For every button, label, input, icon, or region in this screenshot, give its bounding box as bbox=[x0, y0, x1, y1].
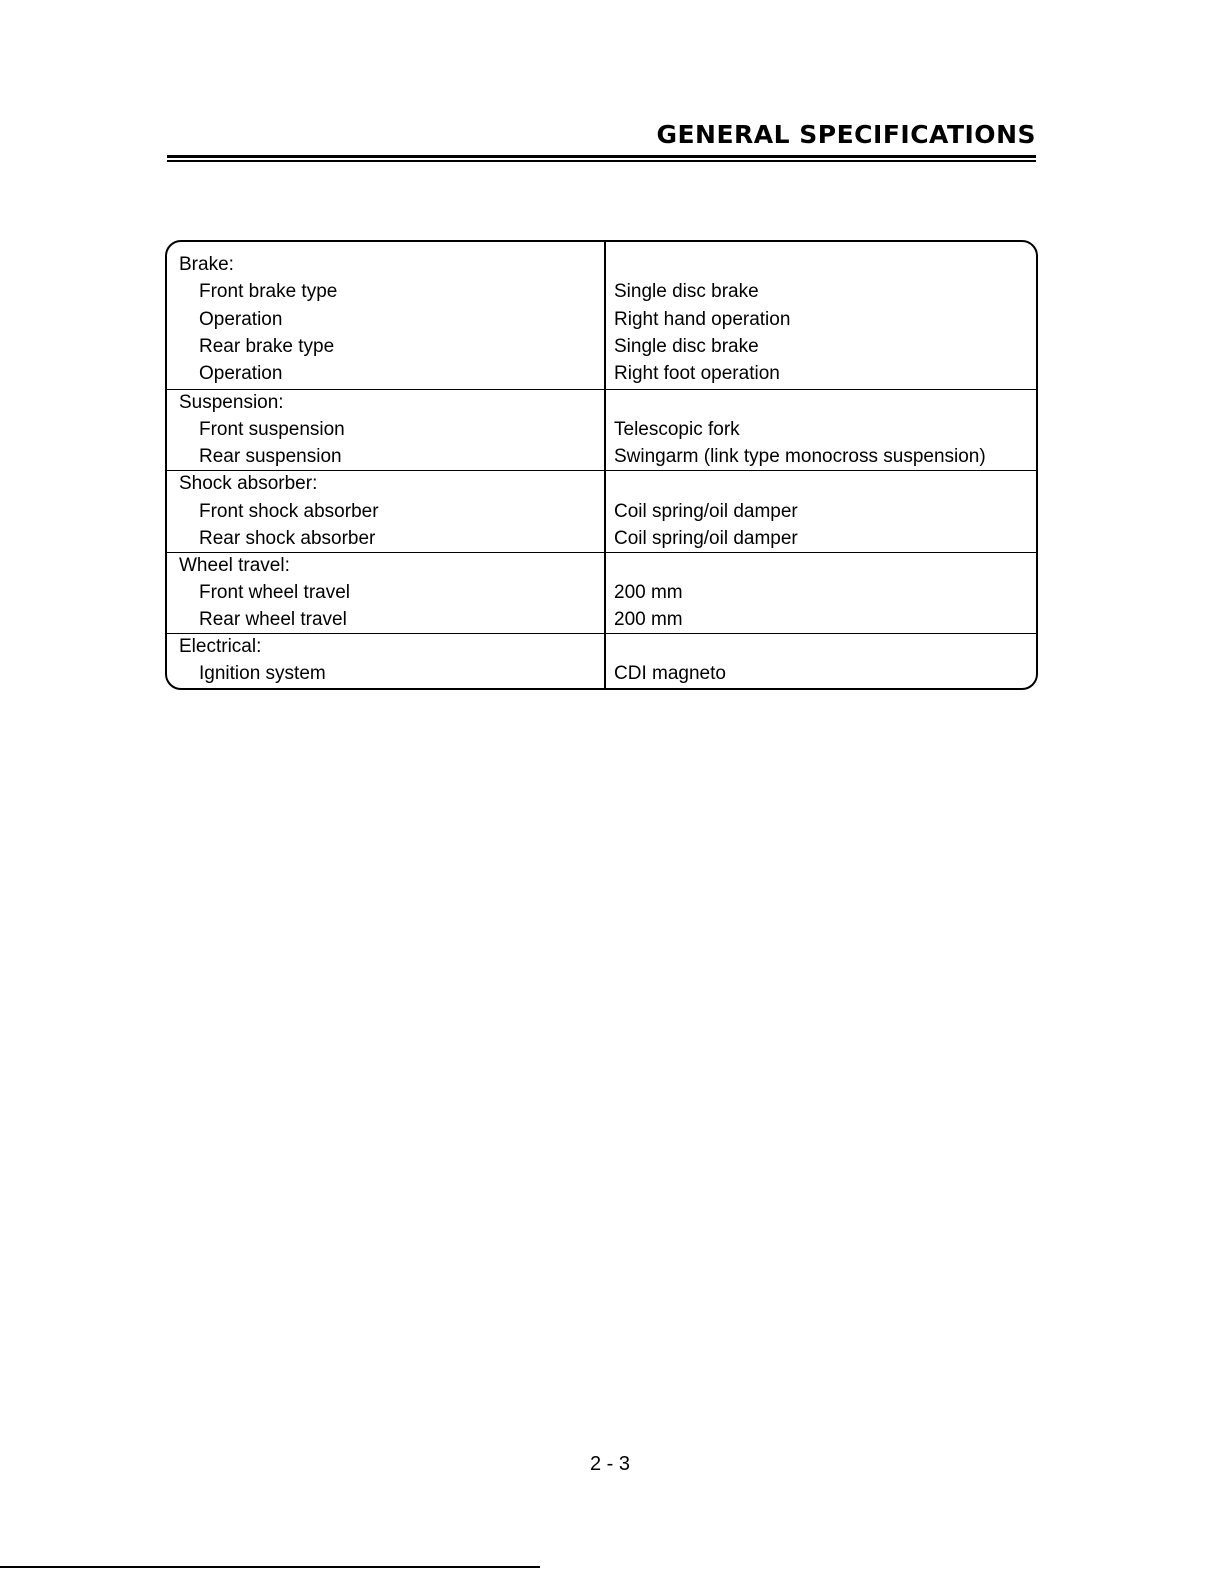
spec-label: Front brake type bbox=[199, 281, 338, 302]
spec-value: Swingarm (link type monocross suspension) bbox=[614, 446, 986, 467]
spec-value: Single disc brake bbox=[614, 281, 759, 302]
spec-heading-row bbox=[167, 470, 1036, 497]
spec-value: Coil spring/oil damper bbox=[614, 501, 798, 522]
spec-row bbox=[167, 606, 1036, 633]
spec-value: 200 mm bbox=[614, 609, 683, 630]
spec-value: CDI magneto bbox=[614, 663, 726, 684]
header-rule bbox=[167, 155, 1036, 158]
spec-value: Coil spring/oil damper bbox=[614, 528, 798, 549]
spec-group-heading: Electrical: bbox=[179, 636, 262, 657]
spec-label: Operation bbox=[199, 363, 283, 384]
spec-value: Single disc brake bbox=[614, 336, 759, 357]
spec-row bbox=[167, 443, 1036, 470]
header-rule-thin bbox=[167, 160, 1036, 162]
spec-heading-row bbox=[167, 633, 1036, 660]
spec-row bbox=[167, 360, 1036, 387]
spec-table bbox=[165, 240, 1038, 690]
spec-value: Telescopic fork bbox=[614, 419, 740, 440]
footer-rule bbox=[0, 1566, 540, 1568]
spec-value: Right foot operation bbox=[614, 363, 780, 384]
spec-label: Rear brake type bbox=[199, 336, 335, 357]
spec-group-wheel-travel bbox=[167, 552, 1036, 634]
spec-label: Front shock absorber bbox=[199, 501, 379, 522]
spec-group-shock-absorber bbox=[167, 470, 1036, 553]
spec-label: Ignition system bbox=[199, 663, 326, 684]
spec-label: Rear wheel travel bbox=[199, 609, 347, 630]
spec-row bbox=[167, 333, 1036, 360]
spec-value: Right hand operation bbox=[614, 309, 791, 330]
spec-group-heading: Shock absorber: bbox=[179, 473, 318, 494]
spec-row bbox=[167, 498, 1036, 525]
spec-row bbox=[167, 306, 1036, 333]
spec-heading-row bbox=[167, 251, 1036, 278]
spec-group-suspension bbox=[167, 389, 1036, 471]
spec-row bbox=[167, 525, 1036, 552]
spec-group-heading: Wheel travel: bbox=[179, 555, 290, 576]
spec-label: Front wheel travel bbox=[199, 582, 351, 603]
spec-value: 200 mm bbox=[614, 582, 683, 603]
spec-label: Front suspension bbox=[199, 419, 345, 440]
spec-heading-row bbox=[167, 389, 1036, 416]
spec-group-heading: Suspension: bbox=[179, 392, 284, 413]
spec-label: Operation bbox=[199, 309, 283, 330]
page-header-title: GENERAL SPECIFICATIONS bbox=[656, 120, 1036, 149]
spec-group-electrical bbox=[167, 633, 1036, 690]
spec-row bbox=[167, 416, 1036, 443]
spec-group-heading: Brake: bbox=[179, 254, 234, 275]
spec-heading-row bbox=[167, 552, 1036, 579]
spec-row bbox=[167, 579, 1036, 606]
spec-label: Rear shock absorber bbox=[199, 528, 376, 549]
spec-label: Rear suspension bbox=[199, 446, 342, 467]
spec-row bbox=[167, 660, 1036, 687]
spec-row bbox=[167, 278, 1036, 305]
spec-group-brake bbox=[167, 242, 1036, 389]
page-number: 2 - 3 bbox=[589, 1453, 631, 1475]
